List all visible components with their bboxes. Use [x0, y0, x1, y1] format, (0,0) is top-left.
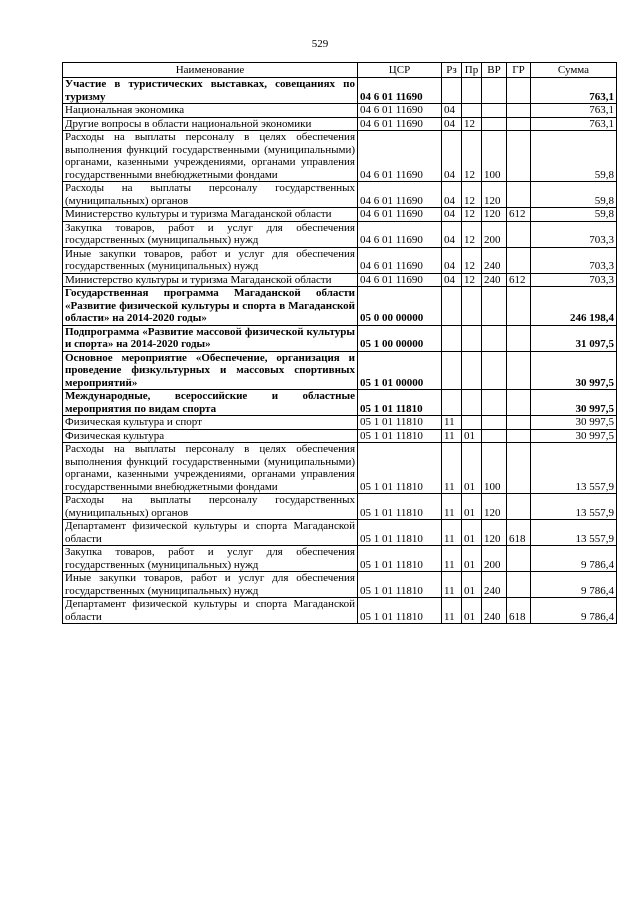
- header-row: [63, 63, 617, 78]
- vr-cell: 200: [482, 221, 507, 247]
- table-row: [63, 416, 617, 430]
- sum-cell: 703,3: [531, 221, 617, 247]
- header-gr: ГР: [507, 63, 531, 78]
- sum-cell: 246 198,4: [531, 287, 617, 326]
- pr-cell: 01: [462, 429, 482, 443]
- sum-cell: 59,8: [531, 208, 617, 222]
- vr-cell: [482, 325, 507, 351]
- sum-cell: 30 997,5: [531, 351, 617, 390]
- name-cell: Государственная программа Магаданской области «Развитие физической культуры и спорта в Магаданской области» на 2014-2020 годы»: [63, 287, 358, 326]
- name-cell: Иные закупки товаров, работ и услуг для обеспечения государственных (муниципальных) нужд: [63, 247, 358, 273]
- csr-cell: 05 0 00 00000: [358, 287, 442, 326]
- pr-cell: 12: [462, 247, 482, 273]
- name-cell: Национальная экономика: [63, 104, 358, 118]
- header-csr: ЦСР: [358, 63, 442, 78]
- vr-cell: 240: [482, 273, 507, 287]
- rz-cell: 04: [442, 182, 462, 208]
- header-rz: Рз: [442, 63, 462, 78]
- name-cell: Физическая культура и спорт: [63, 416, 358, 430]
- gr-cell: 618: [507, 520, 531, 546]
- table-row: [63, 78, 617, 104]
- table-row: [63, 208, 617, 222]
- vr-cell: 100: [482, 443, 507, 494]
- gr-cell: [507, 78, 531, 104]
- sum-cell: 763,1: [531, 117, 617, 131]
- sum-cell: 9 786,4: [531, 572, 617, 598]
- rz-cell: 04: [442, 221, 462, 247]
- csr-cell: 04 6 01 11690: [358, 131, 442, 182]
- csr-cell: 04 6 01 11690: [358, 78, 442, 104]
- csr-cell: 05 1 01 11810: [358, 443, 442, 494]
- gr-cell: [507, 443, 531, 494]
- table-row: [63, 117, 617, 131]
- csr-cell: 05 1 01 11810: [358, 429, 442, 443]
- table-row: [63, 182, 617, 208]
- csr-cell: 05 1 01 00000: [358, 351, 442, 390]
- vr-cell: [482, 390, 507, 416]
- rz-cell: [442, 351, 462, 390]
- table-row: [63, 429, 617, 443]
- sum-cell: 31 097,5: [531, 325, 617, 351]
- csr-cell: 04 6 01 11690: [358, 221, 442, 247]
- vr-cell: [482, 117, 507, 131]
- vr-cell: 240: [482, 598, 507, 624]
- gr-cell: [507, 221, 531, 247]
- budget-table: [62, 62, 617, 624]
- csr-cell: 05 1 01 11810: [358, 546, 442, 572]
- vr-cell: 240: [482, 572, 507, 598]
- gr-cell: 618: [507, 598, 531, 624]
- gr-cell: 612: [507, 273, 531, 287]
- table-row: [63, 546, 617, 572]
- rz-cell: [442, 78, 462, 104]
- csr-cell: 04 6 01 11690: [358, 117, 442, 131]
- name-cell: Закупка товаров, работ и услуг для обеспечения государственных (муниципальных) нужд: [63, 546, 358, 572]
- pr-cell: [462, 390, 482, 416]
- table-row: [63, 273, 617, 287]
- pr-cell: 01: [462, 443, 482, 494]
- pr-cell: 12: [462, 273, 482, 287]
- csr-cell: 05 1 01 11810: [358, 390, 442, 416]
- vr-cell: 200: [482, 546, 507, 572]
- vr-cell: [482, 287, 507, 326]
- table-row: [63, 572, 617, 598]
- name-cell: Иные закупки товаров, работ и услуг для обеспечения государственных (муниципальных) нужд: [63, 572, 358, 598]
- vr-cell: 120: [482, 208, 507, 222]
- sum-cell: 763,1: [531, 78, 617, 104]
- sum-cell: 703,3: [531, 247, 617, 273]
- rz-cell: 11: [442, 598, 462, 624]
- pr-cell: 12: [462, 182, 482, 208]
- csr-cell: 05 1 01 11810: [358, 572, 442, 598]
- table-row: [63, 325, 617, 351]
- pr-cell: 01: [462, 572, 482, 598]
- csr-cell: 05 1 01 11810: [358, 416, 442, 430]
- csr-cell: 04 6 01 11690: [358, 104, 442, 118]
- name-cell: Основное мероприятие «Обеспечение, организация и проведение физкультурных и массовых спортивных мероприятий»: [63, 351, 358, 390]
- rz-cell: [442, 287, 462, 326]
- rz-cell: 11: [442, 429, 462, 443]
- pr-cell: [462, 351, 482, 390]
- pr-cell: 01: [462, 520, 482, 546]
- sum-cell: 9 786,4: [531, 546, 617, 572]
- csr-cell: 04 6 01 11690: [358, 208, 442, 222]
- name-cell: Министерство культуры и туризма Магаданской области: [63, 273, 358, 287]
- name-cell: Министерство культуры и туризма Магаданской области: [63, 208, 358, 222]
- sum-cell: 59,8: [531, 182, 617, 208]
- gr-cell: [507, 287, 531, 326]
- table-row: [63, 221, 617, 247]
- sum-cell: 703,3: [531, 273, 617, 287]
- gr-cell: [507, 351, 531, 390]
- sum-cell: 13 557,9: [531, 520, 617, 546]
- gr-cell: [507, 429, 531, 443]
- table-row: [63, 287, 617, 326]
- vr-cell: 120: [482, 494, 507, 520]
- rz-cell: [442, 325, 462, 351]
- name-cell: Участие в туристических выставках, совещаниях по туризму: [63, 78, 358, 104]
- pr-cell: [462, 104, 482, 118]
- rz-cell: 11: [442, 416, 462, 430]
- rz-cell: 11: [442, 572, 462, 598]
- pr-cell: [462, 325, 482, 351]
- rz-cell: 04: [442, 273, 462, 287]
- rz-cell: 04: [442, 247, 462, 273]
- rz-cell: 04: [442, 104, 462, 118]
- table-row: [63, 131, 617, 182]
- header-sum: Сумма: [531, 63, 617, 78]
- pr-cell: 01: [462, 598, 482, 624]
- vr-cell: [482, 416, 507, 430]
- table-row: [63, 520, 617, 546]
- vr-cell: [482, 351, 507, 390]
- gr-cell: [507, 390, 531, 416]
- sum-cell: 13 557,9: [531, 443, 617, 494]
- header-pr: Пр: [462, 63, 482, 78]
- page-number: 529: [311, 38, 329, 50]
- pr-cell: 12: [462, 221, 482, 247]
- sum-cell: 9 786,4: [531, 598, 617, 624]
- sum-cell: 30 997,5: [531, 416, 617, 430]
- pr-cell: 12: [462, 131, 482, 182]
- gr-cell: [507, 247, 531, 273]
- csr-cell: 05 1 01 11810: [358, 598, 442, 624]
- table-row: [63, 443, 617, 494]
- table-body: [63, 78, 617, 624]
- csr-cell: 05 1 01 11810: [358, 520, 442, 546]
- pr-cell: 01: [462, 546, 482, 572]
- table-header: [63, 63, 617, 78]
- table-row: [63, 390, 617, 416]
- gr-cell: [507, 117, 531, 131]
- table-row: [63, 598, 617, 624]
- table-row: [63, 104, 617, 118]
- sum-cell: 763,1: [531, 104, 617, 118]
- gr-cell: [507, 416, 531, 430]
- gr-cell: [507, 572, 531, 598]
- name-cell: Закупка товаров, работ и услуг для обеспечения государственных (муниципальных) нужд: [63, 221, 358, 247]
- name-cell: Другие вопросы в области национальной экономики: [63, 117, 358, 131]
- rz-cell: 11: [442, 520, 462, 546]
- pr-cell: [462, 416, 482, 430]
- name-cell: Департамент физической культуры и спорта Магаданской области: [63, 598, 358, 624]
- gr-cell: [507, 494, 531, 520]
- vr-cell: 120: [482, 182, 507, 208]
- table-row: [63, 247, 617, 273]
- name-cell: Расходы на выплаты персоналу в целях обеспечения выполнения функций государственными (муниципальными) органами, казенными учреждениями, органами управления государственными внебюджетными фондами: [63, 131, 358, 182]
- vr-cell: [482, 104, 507, 118]
- name-cell: Расходы на выплаты персоналу государственных (муниципальных) органов: [63, 182, 358, 208]
- vr-cell: 100: [482, 131, 507, 182]
- rz-cell: 11: [442, 494, 462, 520]
- table-row: [63, 494, 617, 520]
- gr-cell: [507, 131, 531, 182]
- sum-cell: 30 997,5: [531, 429, 617, 443]
- gr-cell: [507, 104, 531, 118]
- csr-cell: 05 1 01 11810: [358, 494, 442, 520]
- header-vr: ВР: [482, 63, 507, 78]
- csr-cell: 04 6 01 11690: [358, 247, 442, 273]
- vr-cell: [482, 429, 507, 443]
- pr-cell: [462, 78, 482, 104]
- gr-cell: 612: [507, 208, 531, 222]
- rz-cell: 11: [442, 443, 462, 494]
- vr-cell: [482, 78, 507, 104]
- csr-cell: 05 1 00 00000: [358, 325, 442, 351]
- name-cell: Расходы на выплаты персоналу в целях обеспечения выполнения функций государственными (муниципальными) органами, казенными учреждениями, органами управления государственными внебюджетными фондами: [63, 443, 358, 494]
- table-row: [63, 351, 617, 390]
- vr-cell: 240: [482, 247, 507, 273]
- csr-cell: 04 6 01 11690: [358, 273, 442, 287]
- name-cell: Подпрограмма «Развитие массовой физической культуры и спорта» на 2014-2020 годы»: [63, 325, 358, 351]
- rz-cell: 04: [442, 131, 462, 182]
- sum-cell: 30 997,5: [531, 390, 617, 416]
- csr-cell: 04 6 01 11690: [358, 182, 442, 208]
- name-cell: Расходы на выплаты персоналу государственных (муниципальных) органов: [63, 494, 358, 520]
- rz-cell: 04: [442, 117, 462, 131]
- pr-cell: 01: [462, 494, 482, 520]
- pr-cell: 12: [462, 208, 482, 222]
- rz-cell: 04: [442, 208, 462, 222]
- gr-cell: [507, 325, 531, 351]
- vr-cell: 120: [482, 520, 507, 546]
- rz-cell: 11: [442, 546, 462, 572]
- name-cell: Департамент физической культуры и спорта Магаданской области: [63, 520, 358, 546]
- sum-cell: 59,8: [531, 131, 617, 182]
- gr-cell: [507, 182, 531, 208]
- name-cell: Физическая культура: [63, 429, 358, 443]
- pr-cell: 12: [462, 117, 482, 131]
- gr-cell: [507, 546, 531, 572]
- sum-cell: 13 557,9: [531, 494, 617, 520]
- header-name: Наименование: [63, 63, 358, 78]
- rz-cell: [442, 390, 462, 416]
- pr-cell: [462, 287, 482, 326]
- name-cell: Международные, всероссийские и областные мероприятия по видам спорта: [63, 390, 358, 416]
